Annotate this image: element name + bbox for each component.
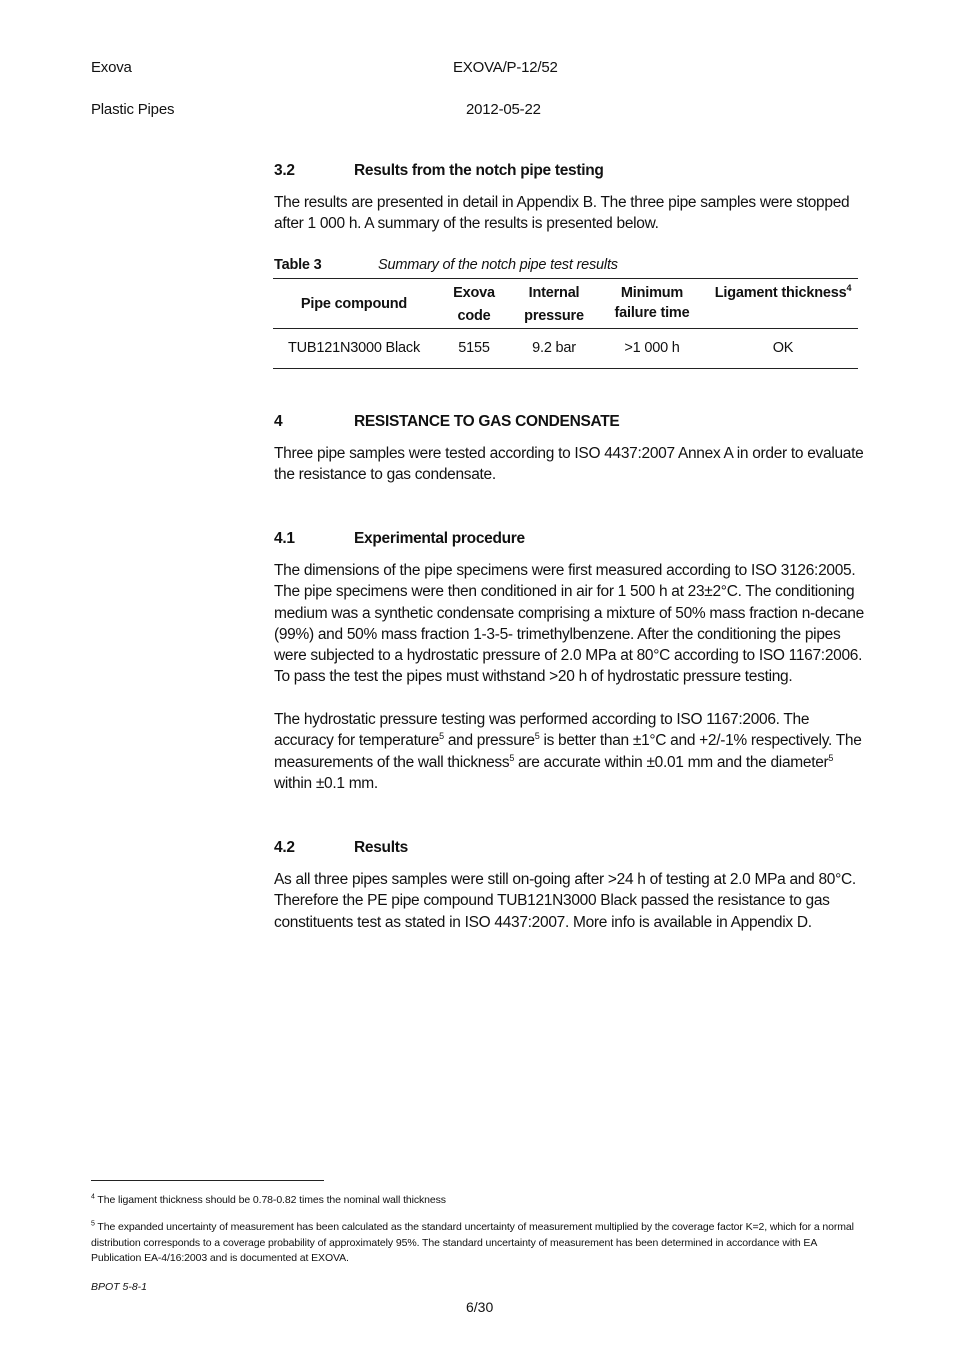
- page-number: 6/30: [466, 1299, 494, 1315]
- footnote-separator: [91, 1180, 324, 1181]
- cell-failure: >1 000 h: [624, 340, 680, 356]
- section-4-2-body: As all three pipes samples were still on-going after >24 h of testing at 2.0 MPa and 80°C. Therefore the PE pipe compound TUB121N3000 Black passed the resistance to gas constituents test as stated in ISO 4437:2007. More info is available in Appendix D.: [274, 871, 856, 931]
- header-report-id: EXOVA/P-12/52: [453, 59, 558, 76]
- table-header-rule: [273, 328, 858, 329]
- section-3-2-title: Results from the notch pipe testing: [354, 162, 604, 179]
- cell-compound: TUB121N3000 Black: [287, 340, 420, 356]
- table-label: Table 3: [274, 257, 322, 273]
- section-4-1-number: 4.1: [274, 530, 295, 547]
- footnote-4: $^4$ The ligament thickness should be 0.78-0.82 times the nominal wall thickness: [91, 1193, 446, 1206]
- section-4-2-title: Results: [354, 839, 408, 856]
- th-minimum-failure-time: Minimum failure time: [614, 285, 690, 321]
- section-4-number: 4: [274, 413, 283, 430]
- section-4-1-para1: The dimensions of the pipe specimens were first measured according to ISO 3126:2005. The pipe specimens were then conditioned in air for 1 500 h at 23±2°C. The conditioning medium was a synthetic condensate comprising a mixture of 50% mass fraction n-decane (99%) and 50% mass fraction 1-3-5- trimethylbenzene. After the conditioning the pipes were subjected to a hydrostatic pressure of 2.0 MPa at 80°C according to ISO 1167:2006. To pass the test the pipes must withstand >20 h of hydrostatic pressure testing.: [274, 562, 864, 686]
- header-company: Exova: [91, 59, 132, 76]
- cell-ligament: OK: [772, 340, 794, 356]
- section-3-2-body: The results are presented in detail in Appendix B. The three pipe samples were stopped after 1 000 h. A summary of the results is presented below.: [274, 194, 850, 233]
- th-internal-pressure: Internal pressure: [524, 285, 584, 324]
- th-ligament-thickness: Ligament thickness$^4$: [714, 283, 852, 301]
- cell-pressure: 9.2 bar: [532, 340, 576, 356]
- section-3-2-number: 3.2: [274, 162, 295, 179]
- header-department: Plastic Pipes: [91, 101, 175, 118]
- th-pipe-compound: Pipe compound: [300, 296, 408, 312]
- cell-code: 5155: [458, 340, 490, 356]
- section-4-1-para2: The hydrostatic pressure testing was performed according to ISO 1167:2006. The accuracy for temperature$^5$ and pressure$^5$ is better than ±1°C and +2/-1% respectively. The measurements of the wall thickness$^5$ are accurate within ±0.01 mm and the diameter$^5$ within ±0.1 mm.: [274, 711, 862, 792]
- header-date: 2012-05-22: [466, 101, 541, 118]
- table-top-rule: [273, 278, 858, 279]
- section-4-1-title: Experimental procedure: [354, 530, 525, 547]
- table-bottom-rule: [273, 368, 858, 369]
- th-exova-code: Exova code: [453, 285, 495, 324]
- table-caption: Summary of the notch pipe test results: [378, 257, 618, 273]
- section-4-title: RESISTANCE TO GAS CONDENSATE: [354, 413, 620, 430]
- section-4-2-number: 4.2: [274, 839, 295, 856]
- footnote-5: $^5$ The expanded uncertainty of measurement has been calculated as the standard uncertainty of measurement multiplied by the coverage factor K=2, which for a normal distribution corresponds to a coverage probability of approximately 95%. The standard uncertainty of measurement has been determined in accordance with EA Publication EA-4/16:2003 and is documented at EXOVA.: [91, 1220, 854, 1264]
- section-4-body: Three pipe samples were tested according to ISO 4437:2007 Annex A in order to evaluate the resistance to gas condensate.: [274, 445, 864, 484]
- footer-doc-code: BPOT 5-8-1: [91, 1281, 148, 1293]
